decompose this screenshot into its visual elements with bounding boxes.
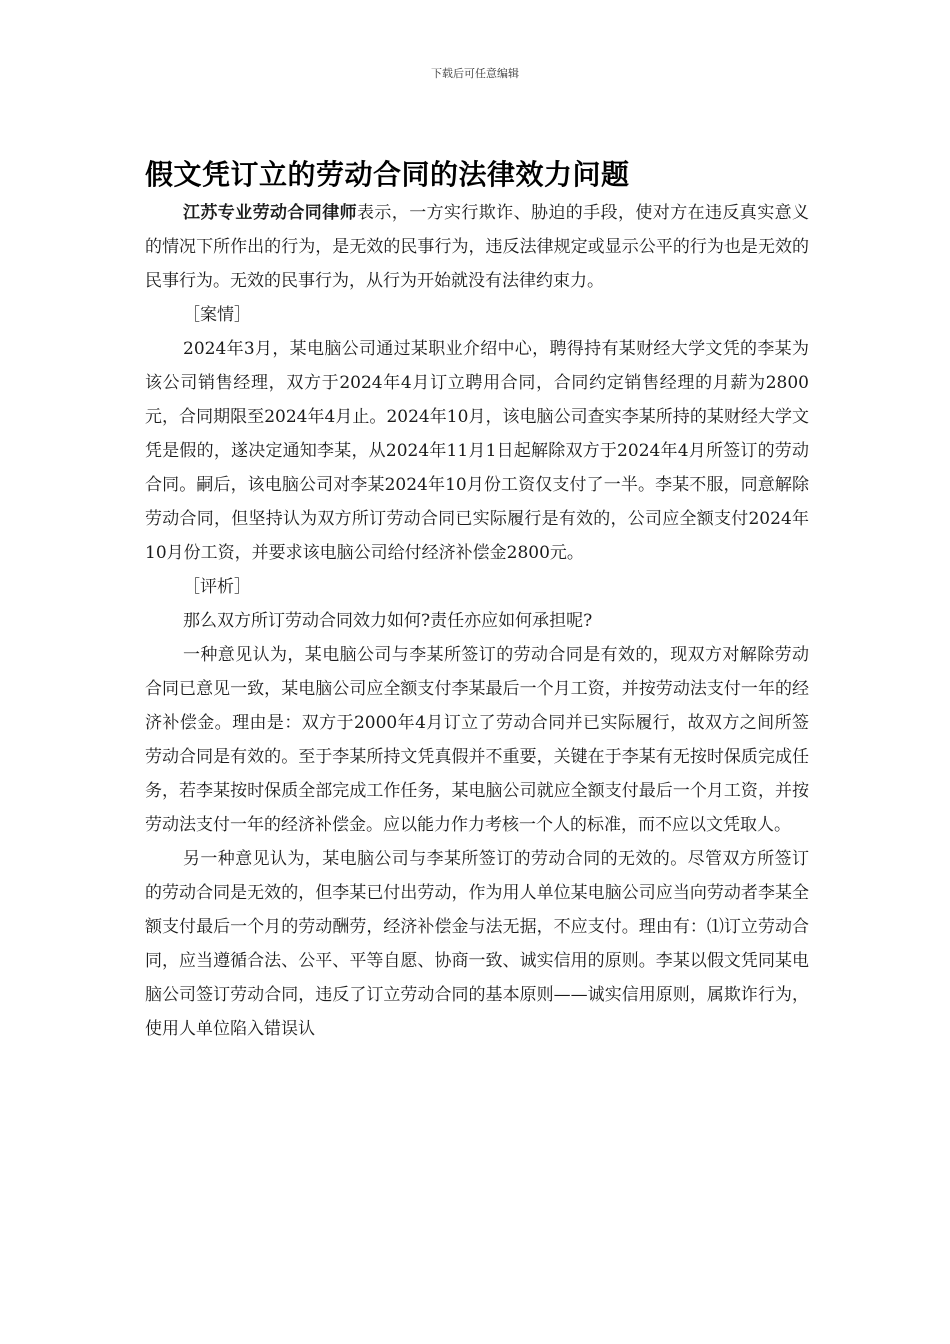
intro-paragraph — [145, 196, 809, 298]
question-paragraph: 那么双方所订劳动合同效力如何?责任亦应如何承担呢? — [183, 611, 593, 631]
section-heading-case: ［案情］ — [183, 305, 251, 325]
case-paragraph: 2024年3月，某电脑公司通过某职业介绍中心，聘得持有某财经大学文凭的李某为该公司销售经理，双方于2024年4月订立聘用合同，合同约定销售经理的月薪为2800元，合同期限至2024年4月止。2024年10月，该电脑公司查实李某所持的某财经大学文凭是假的，遂决定通知李某，从2024年11月1日起解除双方于2024年4月所签订的劳动合同。嗣后，该电脑公司对李某2024年10月份工资仅支付了一半。李某不服，同意解除劳动合同，但坚持认为双方所订劳动合同已实际履行是有效的，公司应全额支付2024年10月份工资，并要求该电脑公司给付经济补偿金2800元。 — [145, 339, 809, 563]
intro-lead: 江苏专业劳动合同律师 — [183, 203, 357, 223]
section-heading-analysis: ［评析］ — [183, 577, 251, 597]
document-title: 假文凭订立的劳动合同的法律效力问题 — [145, 158, 630, 191]
header-note: 下载后可任意编辑 — [431, 67, 519, 80]
opinion-two-paragraph: 另一种意见认为，某电脑公司与李某所签订的劳动合同的无效的。尽管双方所签订的劳动合同是无效的，但李某已付出劳动，作为用人单位某电脑公司应当向劳动者李某全额支付最后一个月的劳动酬劳，经济补偿金与法无据，不应支付。理由有：⑴订立劳动合同，应当遵循合法、公平、平等自愿、协商一致、诚实信用的原则。李某以假文凭同某电脑公司签订劳动合同，违反了订立劳动合同的基本原则——诚实信用原则，属欺诈行为，使用人单位陷入错误认 — [145, 849, 809, 1039]
opinion-one-paragraph: 一种意见认为，某电脑公司与李某所签订的劳动合同是有效的，现双方对解除劳动合同已意见一致，某电脑公司应全额支付李某最后一个月工资，并按劳动法支付一年的经济补偿金。理由是：双方于2000年4月订立了劳动合同并已实际履行，故双方之间所签劳动合同是有效的。至于李某所持文凭真假并不重要，关键在于李某有无按时保质完成任务，若李某按时保质全部完成工作任务，某电脑公司就应全额支付最后一个月工资，并按劳动法支付一年的经济补偿金。应以能力作力考核一个人的标准，而不应以文凭取人。 — [145, 645, 809, 835]
intro-text: 表示，一方实行欺诈、胁迫的手段，使对方在违反真实意义的情况下所作出的行为，是无效的民事行为，违反法律规定或显示公平的行为也是无效的民事行为。无效的民事行为，从行为开始就没有法律约束力。 — [145, 203, 809, 291]
document-body — [145, 196, 809, 1046]
